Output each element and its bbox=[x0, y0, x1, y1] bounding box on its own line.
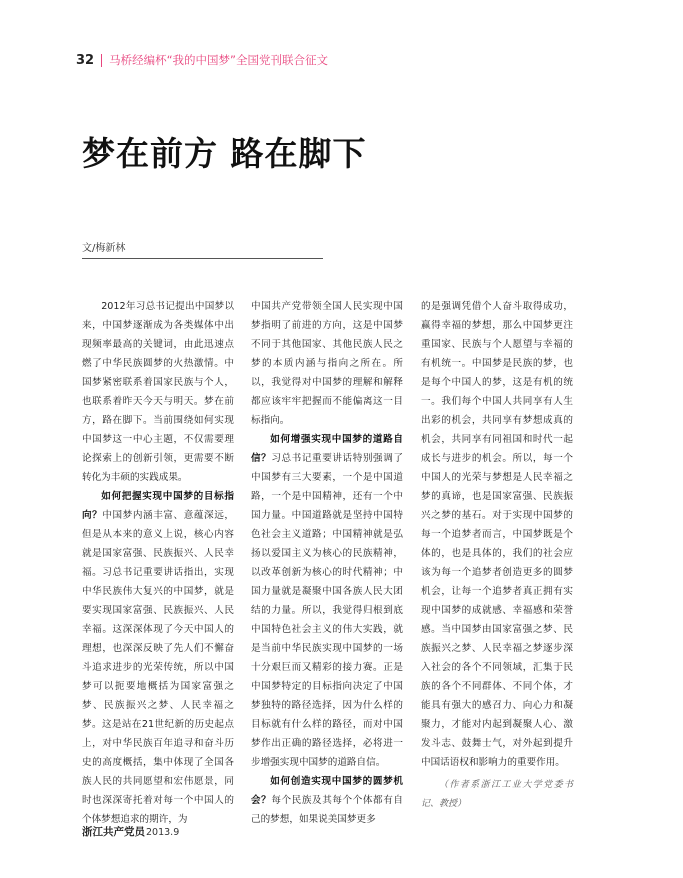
section-heading: 如何把握实现中国梦的目标指向？ bbox=[82, 491, 234, 521]
text-column-2 bbox=[251, 297, 403, 829]
page-number: 32 bbox=[76, 52, 95, 68]
article-title: 梦在前方 路在脚下 bbox=[82, 134, 367, 173]
running-title: 马桥经编杯“我的中国梦”全国党刊联合征文 bbox=[109, 53, 329, 67]
byline-rule bbox=[82, 258, 323, 259]
issue-number: 2013.9 bbox=[146, 827, 180, 838]
paragraph-text: 中国梦内涵丰富、意蕴深远，但是从本来的意义上说，核心内容就是国家富强、民族振兴、人民幸福。习总书记重要讲话指出，实现中华民族伟大复兴的中国梦，就是要实现国家富强、民族振兴、人民幸福。这深深体现了今天中国人的理想，也深深反映了先人们不懈奋斗追求进步的光荣传统，所以中国梦可以扼要地概括为国家富强之梦、民族振兴之梦、人民幸福之梦。这是站在21世纪新的历史起点上，对中华民族百年追寻和奋斗历史的高度概括，集中体现了全国各族人民的共同愿望和宏伟愿景，同时也深深寄托着对每一个中国人的个体梦想追求的期许，为 bbox=[82, 510, 234, 825]
paragraph bbox=[251, 430, 403, 772]
page-footer bbox=[82, 824, 179, 839]
header-divider bbox=[101, 54, 102, 67]
paragraph bbox=[82, 487, 234, 829]
author-note: （作者系浙江工业大学党委书记、教授） bbox=[421, 780, 573, 809]
paragraph: 中国共产党带领全国人民实现中国梦指明了前进的方向，这是中国梦不同于其他国家、其他民族人民之梦的本质内涵与指向之所在。所以，我觉得对中国梦的理解和解释都应该牢牢把握而不能偏离这一目标指向。 bbox=[251, 301, 403, 426]
paragraph: 的是强调凭借个人奋斗取得成功，赢得幸福的梦想，那么中国梦更注重国家、民族与个人愿望与幸福的有机统一。中国梦是民族的梦，也是每个中国人的梦，这是有机的统一。我们每个中国人共同享有人生出彩的机会，共同享有梦想成真的机会，共同享有同祖国和时代一起成长与进步的机会。所以，每一个中国人的光荣与梦想是人民幸福之梦的真谛，也是国家富强、民族振兴之梦的基石。对于实现中国梦的每一个追梦者而言，中国梦既是个体的，也是具体的，我们的社会应该为每一个追梦者创造更多的圆梦机会，让每一个追梦者真正拥有实现中国梦的成就感、幸福感和荣誉感。当中国梦由国家富强之梦、民族振兴之梦、人民幸福之梦逐步深入社会的各个不同领域，汇集于民族的各个不同群体、不同个体，才能具有强大的感召力、向心力和凝聚力，才能对内起到凝聚人心、激发斗志、鼓舞士气，对外起到提升中国话语权和影响力的重要作用。 bbox=[421, 301, 573, 768]
text-column-3 bbox=[421, 297, 573, 814]
magazine-logo: 浙江共产党员 bbox=[82, 826, 145, 838]
paragraph bbox=[251, 772, 403, 829]
text-column-1 bbox=[82, 297, 234, 829]
section-heading: 如何增强实现中国梦的道路自信？ bbox=[251, 434, 403, 464]
paragraph-text: 每个民族及其每个个体都有自己的梦想，如果说美国梦更多 bbox=[251, 795, 403, 825]
page-header bbox=[76, 50, 328, 70]
paragraph-text: 习总书记重要讲话特别强调了中国梦有三大要素，一个是中国道路，一个是中国精神，还有一个中国力量。中国道路就是坚持中国特色社会主义道路；中国精神就是弘扬以爱国主义为核心的民族精神，以改革创新为核心的时代精神；中国力量就是凝聚中国各族人民大团结的力量。所以，我觉得归根到底中国特色社会主义的伟大实践，就是当前中华民族实现中国梦的一场十分艰巨而又精彩的接力赛。正是中国梦特定的目标指向决定了中国梦独特的路径选择，因为什么样的目标就有什么样的路径，而对中国梦作出正确的路径选择，必将进一步增强实现中国梦的道路自信。 bbox=[251, 453, 403, 768]
paragraph: 2012年习总书记提出中国梦以来，中国梦逐渐成为各类媒体中出现频率最高的关键词，由此迅速点燃了中华民族圆梦的火热激情。中国梦紧密联系着国家民族与个人，也联系着昨天今天与明天。梦在前方，路在脚下。当前围绕如何实现中国梦这一中心主题，不仅需要理论探索上的创新引领，更需要不断转化为丰硕的实践成果。 bbox=[82, 301, 234, 483]
section-heading: 如何创造实现中国梦的圆梦机会？ bbox=[251, 776, 403, 806]
article-byline: 文/梅新林 bbox=[82, 243, 126, 254]
